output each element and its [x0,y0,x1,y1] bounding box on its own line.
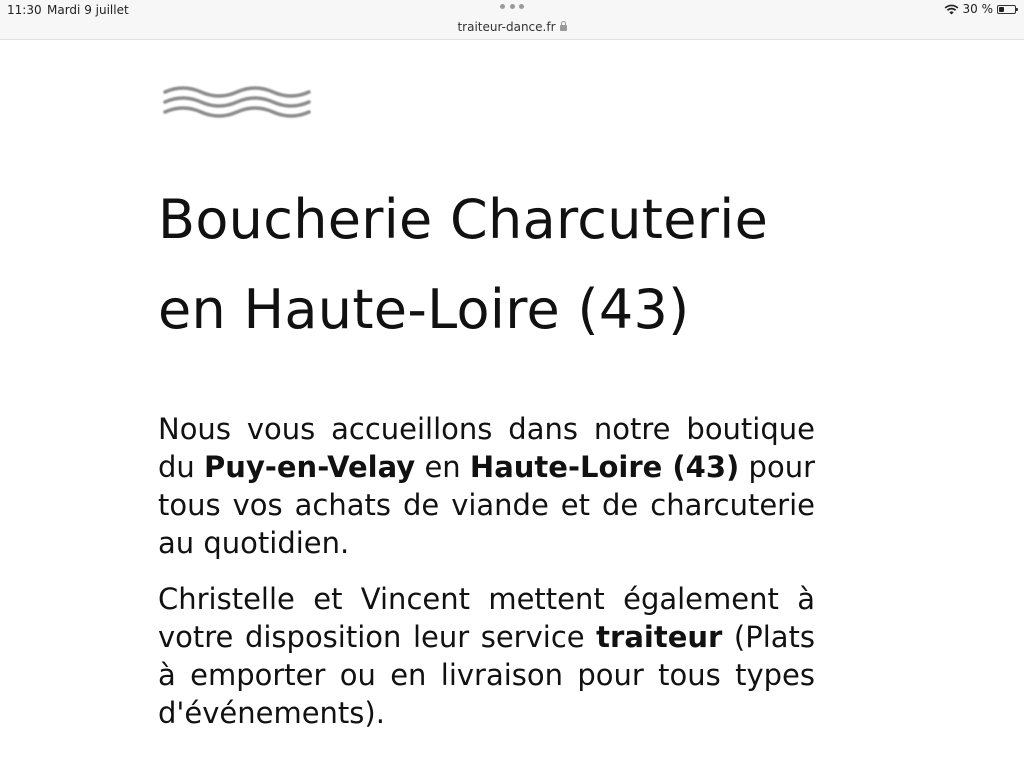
battery-level-fill [999,7,1004,12]
service-bold-traiteur: traiteur [596,620,723,654]
intro-bold-region: Haute-Loire (43) [469,450,740,484]
status-bar [0,0,1024,40]
page-title [158,175,815,355]
address-bar[interactable] [0,20,1024,34]
intro-bold-city: Puy-en-Velay [204,450,416,484]
wifi-icon [944,4,959,15]
title-line-1: Boucherie Charcuterie [158,188,769,251]
intro-text-3: pour tous vos achats de viande et de charcuterie au quotidien. [158,450,816,560]
status-indicators [944,2,1017,16]
multitasking-dots-icon[interactable] [500,4,524,10]
intro-text-2: en [415,450,470,484]
title-line-2: en Haute-Loire (43) [158,278,690,341]
main-content [158,175,815,732]
service-text-1: Christelle et Vincent mettent également à votre disposition leur service [158,582,815,654]
url-text: traiteur-dance.fr [457,20,556,34]
intro-paragraph [158,410,815,562]
battery-percentage: 30 % [962,2,993,16]
service-paragraph [158,580,815,732]
service-text-2: (Plats à emporter ou en livraison pour tous types d'événements). [158,620,815,730]
lock-icon [560,25,567,31]
status-time: 11:30 [7,3,42,17]
intro-text-1: Nous vous accueillons dans notre boutique du [158,412,815,484]
waves-logo-icon[interactable] [163,84,311,120]
status-date: Mardi 9 juillet [47,3,129,17]
battery-icon [997,5,1016,14]
